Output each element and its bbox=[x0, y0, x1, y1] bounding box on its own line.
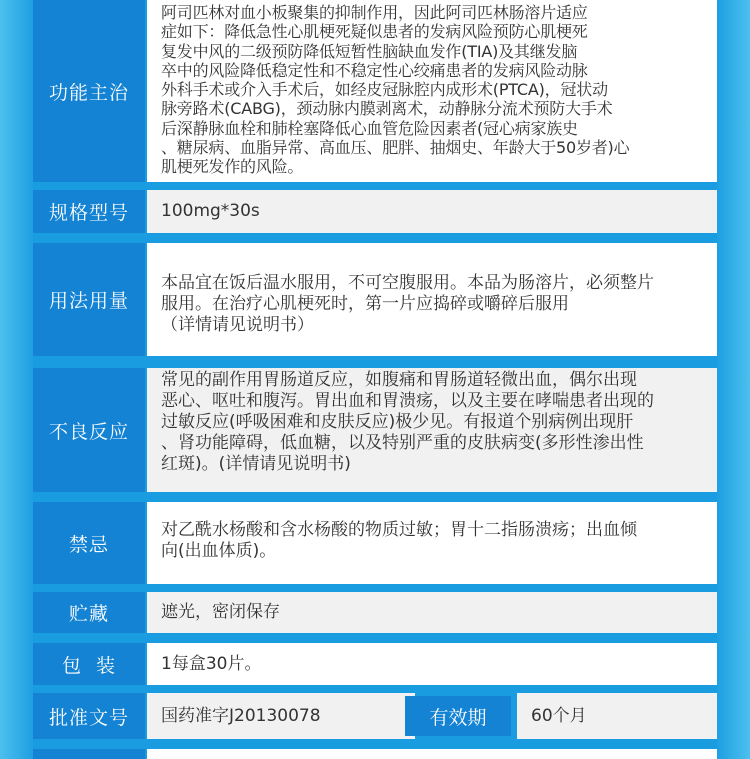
left-frame-edge bbox=[0, 0, 33, 759]
adverse-content bbox=[147, 368, 717, 492]
text-line: 卒中的风险降低稳定性和不稳定性心绞痛患者的发病风险动脉 bbox=[161, 60, 588, 80]
storage-content bbox=[147, 592, 717, 633]
text-line: 对乙酰水杨酸和含水杨酸的物质过敏；胃十二指肠溃疡；出血倾 bbox=[161, 520, 637, 540]
usage-text bbox=[161, 273, 707, 336]
text-line: 后深静脉血栓和肺栓塞降低心血管危险因素者(冠心病家族史 bbox=[161, 118, 578, 138]
text-line: 症如下：降低急性心肌梗死疑似患者的发病风险预防心肌梗死 bbox=[161, 22, 588, 42]
validity-content bbox=[517, 693, 717, 739]
package-label: 包 装 bbox=[33, 643, 145, 685]
approval-row bbox=[33, 693, 717, 739]
approval-value: 国药准字J20130078 bbox=[161, 705, 321, 726]
package-value: 1每盒30片。 bbox=[161, 653, 262, 674]
contraindications-row bbox=[33, 502, 717, 584]
indications-text bbox=[161, 3, 707, 177]
next-row-content bbox=[147, 749, 717, 759]
contraindications-text bbox=[161, 520, 707, 562]
spec-label: 规格型号 bbox=[33, 190, 145, 233]
usage-row bbox=[33, 243, 717, 356]
text-line: 阿司匹林对血小板聚集的抑制作用，因此阿司匹林肠溶片适应 bbox=[161, 3, 588, 22]
text-line: 肌梗死发作的风险。 bbox=[161, 157, 304, 177]
contraindications-content bbox=[147, 502, 717, 584]
approval-content bbox=[147, 693, 415, 739]
adverse-row bbox=[33, 368, 717, 492]
indications-row bbox=[33, 0, 717, 182]
storage-row bbox=[33, 592, 717, 633]
validity-value: 60个月 bbox=[531, 705, 587, 726]
text-line: 常见的副作用胃肠道反应，如腹痛和胃肠道轻微出血，偶尔出现 bbox=[161, 370, 637, 390]
text-line: 过敏反应(呼吸困难和皮肤反应)极少见。有报道个别病例出现肝 bbox=[161, 412, 634, 432]
usage-label: 用法用量 bbox=[33, 243, 145, 356]
right-frame-edge bbox=[717, 0, 750, 759]
text-line: 向(出血体质)。 bbox=[161, 541, 277, 561]
text-line: 、肾功能障碍，低血糖，以及特别严重的皮肤病变(多形性渗出性 bbox=[161, 433, 644, 453]
approval-label: 批准文号 bbox=[33, 693, 145, 739]
package-content bbox=[147, 643, 717, 685]
text-line: 外科手术或介入手术后，如经皮冠脉腔内成形术(PTCA)，冠状动 bbox=[161, 80, 608, 100]
package-row bbox=[33, 643, 717, 685]
indications-content bbox=[147, 0, 717, 182]
spec-value: 100mg*30s bbox=[161, 201, 260, 221]
next-row-label bbox=[33, 749, 145, 759]
text-line: 服用。在治疗心肌梗死时，第一片应捣碎或嚼碎后服用 bbox=[161, 294, 569, 314]
text-line: （详情请见说明书） bbox=[161, 315, 314, 335]
contraindications-label: 禁忌 bbox=[33, 502, 145, 584]
text-line: 复发中风的二级预防降低短暂性脑缺血发作(TIA)及其继发脑 bbox=[161, 41, 578, 61]
text-line: 脉旁路术(CABG)，颈动脉内膜剥离术，动静脉分流术预防大手术 bbox=[161, 99, 613, 119]
usage-content bbox=[147, 243, 717, 356]
adverse-label: 不良反应 bbox=[33, 368, 145, 492]
next-row-partial bbox=[33, 749, 717, 759]
validity-label: 有效期 bbox=[405, 696, 511, 736]
storage-value: 遮光，密闭保存 bbox=[161, 602, 280, 622]
spec-content bbox=[147, 190, 717, 233]
indications-label: 功能主治 bbox=[33, 0, 145, 182]
text-line: 恶心、呕吐和腹泻。胃出血和胃溃疡，以及主要在哮喘患者出现的 bbox=[161, 391, 654, 411]
text-line: 红斑)。(详情请见说明书) bbox=[161, 454, 351, 474]
spec-row bbox=[33, 190, 717, 233]
storage-label: 贮藏 bbox=[33, 592, 145, 633]
adverse-text bbox=[161, 370, 707, 475]
text-line: 本品宜在饭后温水服用，不可空腹服用。本品为肠溶片，必须整片 bbox=[161, 273, 654, 293]
text-line: 、糖尿病、血脂异常、高血压、肥胖、抽烟史、年龄大于50岁者)心 bbox=[161, 138, 630, 158]
